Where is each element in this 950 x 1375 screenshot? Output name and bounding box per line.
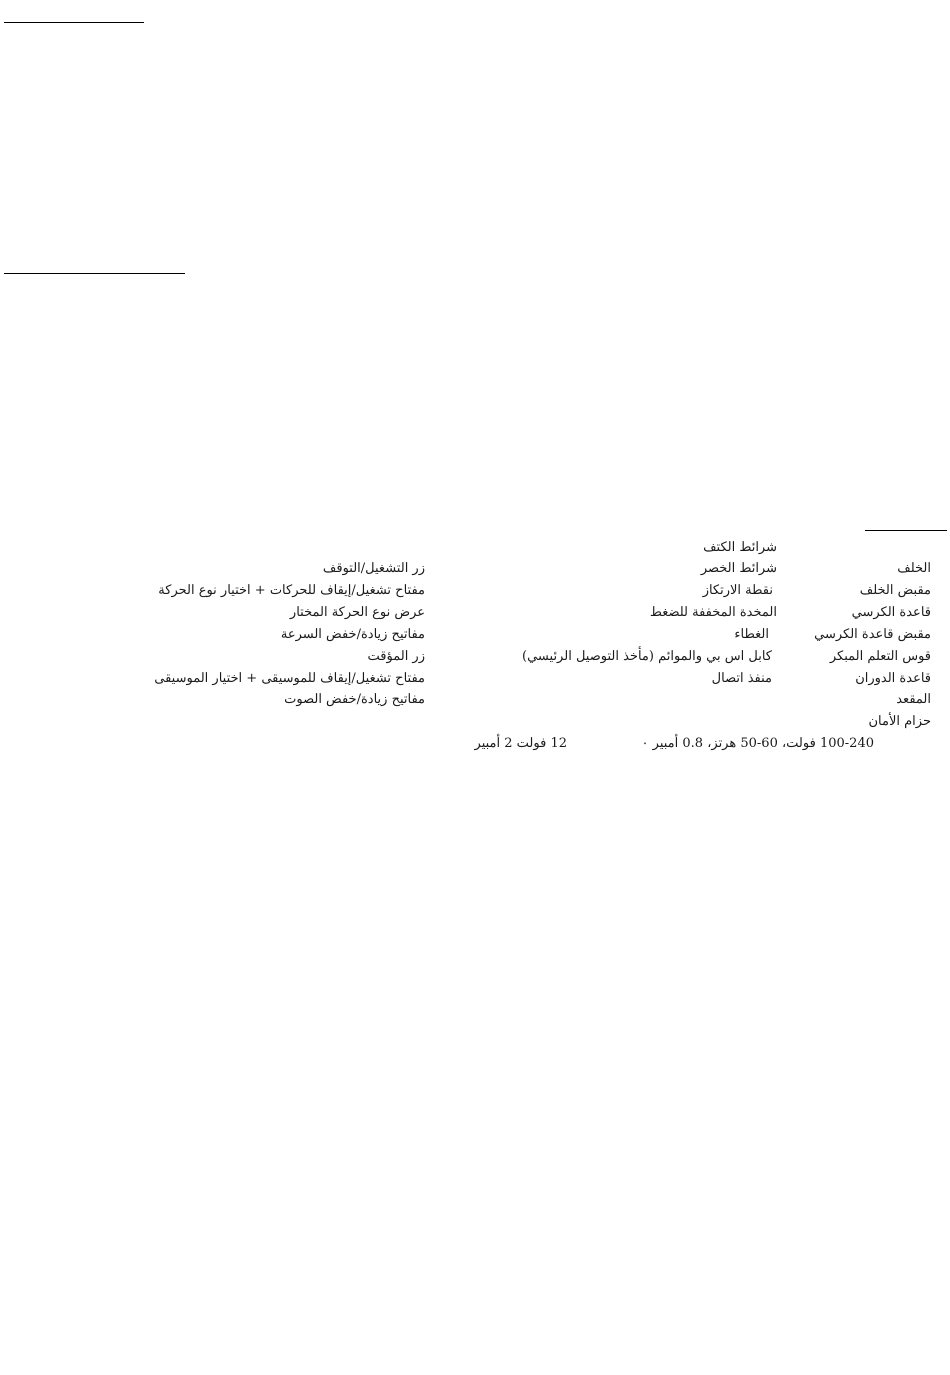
list-item: نقطة الارتكاز xyxy=(702,583,773,598)
list-item: مفتاح تشغيل/إيقاف للموسيقى + اختيار الموسيقى xyxy=(154,671,425,686)
list-item: قاعدة الكرسي xyxy=(851,605,931,620)
list-item: منفذ اتصال xyxy=(711,671,772,686)
list-item: شرائط الكتف xyxy=(703,540,777,555)
list-item: المخدة المخففة للضغط xyxy=(649,605,777,620)
list-item: المقعد xyxy=(896,692,931,707)
list-item: حزام الأمان xyxy=(868,714,931,729)
list-item: شرائط الخصر xyxy=(700,561,777,576)
list-item: زر التشغيل/التوقف xyxy=(322,561,425,576)
list-item: مفتاح تشغيل/إيقاف للحركات + اختيار نوع الحركة xyxy=(158,583,425,598)
list-item: مفاتيح زيادة/خفض السرعة xyxy=(280,627,425,642)
list-item: مقبض قاعدة الكرسي xyxy=(814,627,931,642)
list-item: قوس التعلم المبكر xyxy=(829,649,931,664)
list-item: كابل اس بي والموائم (مأخذ التوصيل الرئيسي) xyxy=(522,649,772,664)
list-item: الخلف xyxy=(897,561,931,576)
list-item: مقبض الخلف xyxy=(859,583,931,598)
list-item: زر المؤقت xyxy=(367,649,425,664)
separator-line-top xyxy=(4,22,144,23)
list-item: مفاتيح زيادة/خفض الصوت xyxy=(284,692,425,707)
list-item: قاعدة الدوران xyxy=(855,671,931,686)
power-output-spec: 12 فولت 2 أمبير xyxy=(474,736,567,751)
separator-line-middle xyxy=(4,273,185,274)
list-item: عرض نوع الحركة المختار xyxy=(289,605,425,620)
list-item: الغطاء xyxy=(734,627,769,642)
power-input-spec: 100-240 فولت، 60-50 هرتز، 0.8 أمبير ٠ xyxy=(641,736,874,751)
separator-line-right xyxy=(865,530,947,531)
